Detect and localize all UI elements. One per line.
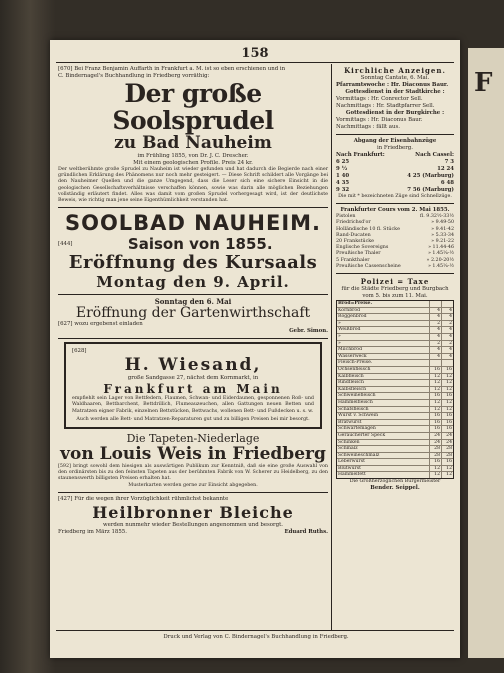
tapeten-heading: Die Tapeten-Niederlage — [126, 432, 260, 446]
tax-value-friedberg: 16 — [430, 413, 442, 420]
heilbronner-intro: [427] Für die wegen ihrer Vorzüglichkeit rühmlichst bekannte — [58, 495, 229, 502]
bahn-note: Die mit * bezeichneten Züge sind Schnellzüge. — [338, 194, 452, 199]
ad-627: [627] wozu ergebenst einladen — [58, 321, 143, 328]
tax-item: Kalbsfleisch — [337, 386, 430, 393]
kurs-coin: Holländische 10 fl. Stücke — [336, 226, 400, 232]
tax-value-friedberg: 12 — [430, 386, 442, 393]
kurs-rate: » 2.20-20½ — [426, 257, 454, 263]
saison-row — [58, 235, 328, 253]
tax-row — [337, 446, 453, 453]
tax-row — [337, 465, 453, 472]
tax-value-friedberg: 16 — [430, 459, 442, 466]
tax-value-burgbach: 24 — [442, 439, 454, 446]
tax-item: Milchbrod — [337, 347, 430, 354]
kurs-coin: Preußische Cassenscheine — [336, 263, 401, 269]
tax-value-friedberg: 4 — [430, 314, 442, 321]
signature-simon: Gebr. Simon. — [289, 328, 328, 335]
tax-value-friedberg: 4 — [430, 307, 442, 314]
header-rule — [56, 62, 454, 63]
bahn-time-cassel: 6 48 — [440, 180, 454, 186]
tax-value-burgbach: 2 — [442, 340, 454, 347]
bahn-row — [336, 159, 454, 166]
nachmittags-line: Nachmittags : fällt aus. — [336, 124, 400, 130]
tax-value-friedberg: 16 — [430, 419, 442, 426]
tax-value-friedberg: 24 — [430, 432, 442, 439]
tax-value-friedberg: 16 — [430, 393, 442, 400]
adjacent-page-letters: F — [474, 68, 493, 98]
tax-item: » — [337, 340, 430, 347]
bahn-row — [336, 173, 454, 180]
tax-value-friedberg: 12 — [430, 399, 442, 406]
tax-value-friedberg: 16 — [430, 366, 442, 373]
intro-line: [670] Bei Franz Benjamin Auffarth in Frankfurt a. M. ist so eben erschienen und in — [58, 66, 286, 72]
tax-value-friedberg: 16 — [430, 426, 442, 433]
kurs-rate: » 5.33-34 — [431, 232, 454, 238]
divider — [336, 273, 454, 274]
bahn-time-cassel: 7 56 (Marburg) — [407, 187, 454, 193]
tax-table-grid — [337, 301, 453, 478]
pfarr-line: Pfarramtswoche : Hr. Diaconus Baur. — [336, 82, 449, 88]
kurs-coin: Preußische Thaler — [336, 251, 381, 257]
tax-value-burgbach: 16 — [442, 393, 454, 400]
bahn-time-frankfurt: 9 32 — [336, 187, 350, 193]
bahn-time-frankfurt: 9 ½ — [336, 166, 348, 172]
kirche-heading: Kirchliche Anzeigen. — [344, 66, 446, 75]
heilbronner-date: Friedberg im März 1855. — [58, 528, 127, 535]
bahn-time-frankfurt: 6 25 — [336, 159, 350, 165]
tax-row — [337, 334, 453, 341]
tax-signatures: Bender. Seippel. — [370, 485, 420, 492]
nachmittags-line: Nachmittags : Hr. Stadtpfarrer Sell. — [336, 103, 435, 109]
kurs-rate: » 1.45¼-½ — [427, 263, 454, 269]
tax-value-burgbach: 2 — [442, 320, 454, 327]
tax-value-friedberg: 12 — [430, 472, 442, 478]
kirche-date: Sonntag Cantate, 6. Mai. — [360, 75, 430, 81]
tax-item: Kalbfleisch — [337, 373, 430, 380]
bahn-time-frankfurt: 4 35 — [336, 180, 350, 186]
tax-row — [337, 320, 453, 327]
tax-row — [337, 386, 453, 393]
kurs-rate: fl. 9.32½-33½ — [420, 214, 454, 220]
left-column — [58, 66, 328, 536]
wiesand-city: Frankfurt am Main — [103, 382, 283, 397]
bahn-schedule — [336, 159, 454, 194]
tax-item: Wasserweck — [337, 353, 430, 360]
tax-row — [337, 439, 453, 446]
tax-item: Schweinefleisch — [337, 393, 430, 400]
wiesand-footer: Auch werden alle Bett- und Matratzen-Reparaturen gut und zu billigen Preisen bei mir besorgt. — [76, 416, 310, 422]
tax-value-friedberg: 12 — [430, 406, 442, 413]
ad-byline: im Frühling 1855, von Dr. J. C. Drescher. — [137, 153, 249, 159]
bahn-time-cassel: 7 3 — [444, 159, 454, 165]
footer-rule — [56, 630, 454, 631]
tax-row — [337, 380, 453, 387]
divider — [336, 203, 454, 204]
tax-item: Geräucherter Speck — [337, 432, 430, 439]
kurs-row — [336, 264, 454, 270]
tax-value-burgbach: 16 — [442, 366, 454, 373]
tapeten-body: [592] bringt sowohl dem hiesigen als auswärtigen Publikum zur Kenntniß, daß sie eine große Auswahl von den ordinärsten bis zu den feinsten Tapeten aus der berühmten Fabrik von W. Scherer zu Heidelberg, zu den staunenswerth billigsten Preisen erhalten hat. — [58, 464, 328, 482]
tax-item: Fleisch-Preise. — [337, 360, 430, 367]
stadtkirche-heading: Gottesdienst in der Stadtkirche : — [345, 89, 445, 95]
tax-item: Roggenbrod — [337, 314, 430, 321]
divider — [58, 338, 328, 339]
tax-item: Schinken — [337, 439, 430, 446]
tax-row — [337, 406, 453, 413]
tax-row — [337, 307, 453, 314]
tax-row — [337, 314, 453, 321]
tax-table — [336, 300, 454, 479]
burgkirche-heading: Gottesdienst in der Burgkirche : — [345, 110, 445, 116]
kurs-table — [336, 214, 454, 270]
tax-item: Schafsfleisch — [337, 406, 430, 413]
divider — [58, 207, 328, 208]
tax-item: Leberwurst — [337, 459, 430, 466]
tax-row — [337, 459, 453, 466]
tax-value-burgbach: 16 — [442, 413, 454, 420]
wiesand-address: große Sandgasse 27, nächst dem Kornmarkt, in — [127, 375, 259, 382]
tax-row — [337, 413, 453, 420]
adjacent-page — [468, 48, 504, 658]
tax-value-burgbach: 12 — [442, 406, 454, 413]
sonntag-date: Sonntag den 6. Mai — [154, 297, 232, 307]
column-divider — [331, 64, 332, 630]
tax-value-friedberg: 4 — [430, 327, 442, 334]
kurs-rate: » 1.45¼-½ — [427, 251, 454, 257]
tax-value-friedberg: 2 — [430, 340, 442, 347]
tax-item: Schweineschmalz — [337, 452, 430, 459]
heilbronner-body: werden nunmehr wieder Bestellungen angenommen und besorgt. — [103, 521, 283, 528]
heilbronner-heading: Heilbronner Bleiche — [92, 502, 294, 522]
divider — [58, 294, 328, 295]
bahn-row — [336, 187, 454, 194]
tax-value-burgbach: 16 — [442, 426, 454, 433]
heilbronner-signature: Eduard Ruths. — [284, 528, 328, 535]
tax-row — [337, 426, 453, 433]
tax-row — [337, 353, 453, 360]
tax-value-friedberg: 28 — [430, 446, 442, 453]
tax-value-burgbach: 4 — [442, 334, 454, 341]
right-column — [336, 66, 454, 492]
tax-value-friedberg: 2 — [430, 320, 442, 327]
kurs-coin: 20 Frankstücke — [336, 239, 375, 245]
ad-body: Der weltberühmte große Sprudel zu Nauheim ist wieder gefunden und hat dadurch die Begierde nach einer gründlichen Erklärung des Phänomens nur noch mehr gesteigert. — Diese Schrift schildert alle Vorgänge bei den Nauheimer Quellen und die ganze Umgegend, dass die Leser sich eine sichere Einsicht in die geologischen Gesellschaftsverhältnisse verschaffen können, sowie was darin alle möglichen Beziehungen vollständig erläutert findet. Alles was damit vom großen Sprudel vorhergesagt wird, ist der deutlichste Beweis, wie richtig man jene seine Eigenthümlichkeit verstanden hat. — [58, 167, 328, 204]
kurs-coin: Pistolen — [336, 214, 356, 220]
tax-value-friedberg: 4 — [430, 347, 442, 354]
tax-row — [337, 340, 453, 347]
newspaper-page — [50, 40, 460, 658]
garten-heading: Eröffnung der Gartenwirthschaft — [75, 305, 311, 322]
tax-item: Weißbrod — [337, 327, 430, 334]
saison-heading: Saison von 1855. — [127, 235, 273, 254]
tax-value-burgbach: 12 — [442, 399, 454, 406]
tax-value-friedberg: 12 — [430, 465, 442, 472]
tax-value-burgbach: 4 — [442, 327, 454, 334]
bahn-col-cassel: Nach Cassel: — [415, 152, 454, 158]
soolbad-heading: SOOLBAD NAUHEIM. — [64, 211, 322, 236]
polizei-subheading: für die Städte Friedberg und Burgbach — [341, 286, 449, 293]
tax-row — [337, 432, 453, 439]
ad-subtitle: zu Bad Nauheim — [114, 133, 272, 153]
tax-item: Blutwurst — [337, 465, 430, 472]
wiesand-name: H. Wiesand, — [124, 355, 262, 376]
tax-value-burgbach: 4 — [442, 353, 454, 360]
kurs-rate: » 9.41-42 — [431, 226, 454, 232]
wiesand-body: empfiehlt sein Lager von Bettfedern, Flaumen, Schwan- und Eiderdaunen, gesponnenen Roß- und Waldhaaren, Bettbarchent, Bettdrillich, Flumeauzeuchen, allen Gattungen neuen Betten und Matratzen eigner Fabrik, einzelnen Bettstücken, Bettwachs, wollenen Bett- und Fußdecken u. s. w. — [72, 396, 314, 414]
tax-item: Ochsenfleisch — [337, 366, 430, 373]
tax-value-friedberg: 28 — [430, 452, 442, 459]
tax-row — [337, 419, 453, 426]
bahn-time-cassel: 12 24 — [437, 166, 454, 172]
ad-number: [444] — [58, 240, 73, 247]
tax-item: Schwartemagen — [337, 426, 430, 433]
wiesand-ad-box — [64, 342, 322, 429]
kurs-coin: Friedrichsd'or — [336, 220, 371, 226]
tax-value-burgbach: 16 — [442, 459, 454, 466]
tapeten-footer: Musterkarten werden gerne zur Einsicht abgegeben. — [128, 482, 258, 488]
kurs-coin: Englische Sovereigns — [336, 245, 389, 251]
polizei-date: vom 5. bis zum 11. Mai. — [362, 293, 428, 300]
tax-item: Hammelfleisch — [337, 399, 430, 406]
divider — [336, 134, 454, 135]
bahn-heading: Abgang der Eisenbahnzüge — [353, 138, 437, 144]
imprint: Druck und Verlag von C. Bindernagel's Buchhandlung in Friedberg. — [163, 634, 349, 640]
tax-value-friedberg: 4 — [430, 353, 442, 360]
tax-value-friedberg — [430, 360, 442, 367]
tax-row — [337, 366, 453, 373]
kurs-coin: Rand-Ducaten — [336, 232, 371, 238]
tax-row — [337, 360, 453, 367]
tax-item: Hammelfett — [337, 472, 430, 478]
intro-line: C. Bindernagel's Buchhandlung in Friedberg vorräthig: — [58, 73, 210, 79]
tax-row — [337, 399, 453, 406]
tax-value-burgbach: 12 — [442, 373, 454, 380]
tax-item: Schmalz — [337, 446, 430, 453]
tax-row — [337, 393, 453, 400]
divider — [58, 492, 328, 493]
tax-value-friedberg: 12 — [430, 380, 442, 387]
tax-value-burgbach: 12 — [442, 380, 454, 387]
tax-value-burgbach: 12 — [442, 465, 454, 472]
kurs-rate: » 11.44-46 — [428, 245, 454, 251]
tax-col-header: Brod=Preise. — [338, 301, 373, 307]
bahn-time-cassel: 4 25 (Marburg) — [407, 173, 454, 179]
tax-value-burgbach: 4 — [442, 314, 454, 321]
tax-value-burgbach: 12 — [442, 472, 454, 478]
tax-value-burgbach: 12 — [442, 386, 454, 393]
bahn-row — [336, 166, 454, 173]
tax-item: Kornbrod — [337, 307, 430, 314]
page-number: 158 — [241, 46, 269, 61]
tax-value-burgbach: 16 — [442, 419, 454, 426]
vormittags-line: Vormittags : Hr. Conrector Sell. — [336, 96, 423, 102]
tax-value-burgbach: 4 — [442, 347, 454, 354]
tax-item: » — [337, 320, 430, 327]
tax-value-burgbach — [442, 360, 454, 367]
tax-value-burgbach: 24 — [442, 432, 454, 439]
vormittags-line: Vormittags : Hr. Diaconus Baur. — [336, 117, 423, 123]
tax-item: Rindfleisch — [337, 380, 430, 387]
bahn-col-frankfurt: Nach Frankfurt: — [336, 152, 385, 158]
tax-footer: Die Großherzoglichen Bürgermeister — [349, 479, 441, 485]
tax-value-burgbach: 4 — [442, 307, 454, 314]
kurs-coin: 5 Frankthaler — [336, 257, 370, 263]
ad-number: [628] — [72, 348, 87, 355]
kurs-heading: Frankfurter Cours vom 2. Mai 1855. — [340, 207, 450, 214]
bahn-subheading: in Friedberg. — [377, 145, 413, 151]
tax-value-friedberg: 12 — [430, 373, 442, 380]
ad-price: Mit einem geologischen Profile. Preis 24 kr. — [133, 160, 253, 166]
tax-row — [337, 327, 453, 334]
tapeten-name: von Louis Weis in Friedberg — [60, 444, 326, 465]
ad-title: Der große Soolsprudel — [112, 79, 274, 135]
tax-value-friedberg: 24 — [430, 439, 442, 446]
tax-row — [337, 347, 453, 354]
bahn-row — [336, 180, 454, 187]
tax-item: Würst v. Schwein — [337, 413, 430, 420]
tax-row — [337, 373, 453, 380]
heilbronner-signature-row — [58, 529, 328, 536]
kurs-rate: » 9.49-50 — [431, 220, 454, 226]
tax-value-friedberg: 4 — [430, 334, 442, 341]
montag-date: Montag den 9. April. — [96, 273, 290, 292]
kursaal-heading: Eröffnung des Kursaals — [68, 252, 318, 274]
polizei-heading: Polizei = Taxe — [360, 277, 430, 287]
tax-item: Bratwurst — [337, 419, 430, 426]
tax-value-burgbach: 28 — [442, 446, 454, 453]
tax-row — [337, 452, 453, 459]
bahn-time-frankfurt: 1 40 — [336, 173, 350, 179]
tax-value-burgbach: 28 — [442, 452, 454, 459]
kurs-rate: » 9.21-22 — [431, 239, 454, 245]
bahn-col-headers — [336, 152, 454, 159]
tax-item: » — [337, 334, 430, 341]
tax-row — [337, 472, 453, 478]
